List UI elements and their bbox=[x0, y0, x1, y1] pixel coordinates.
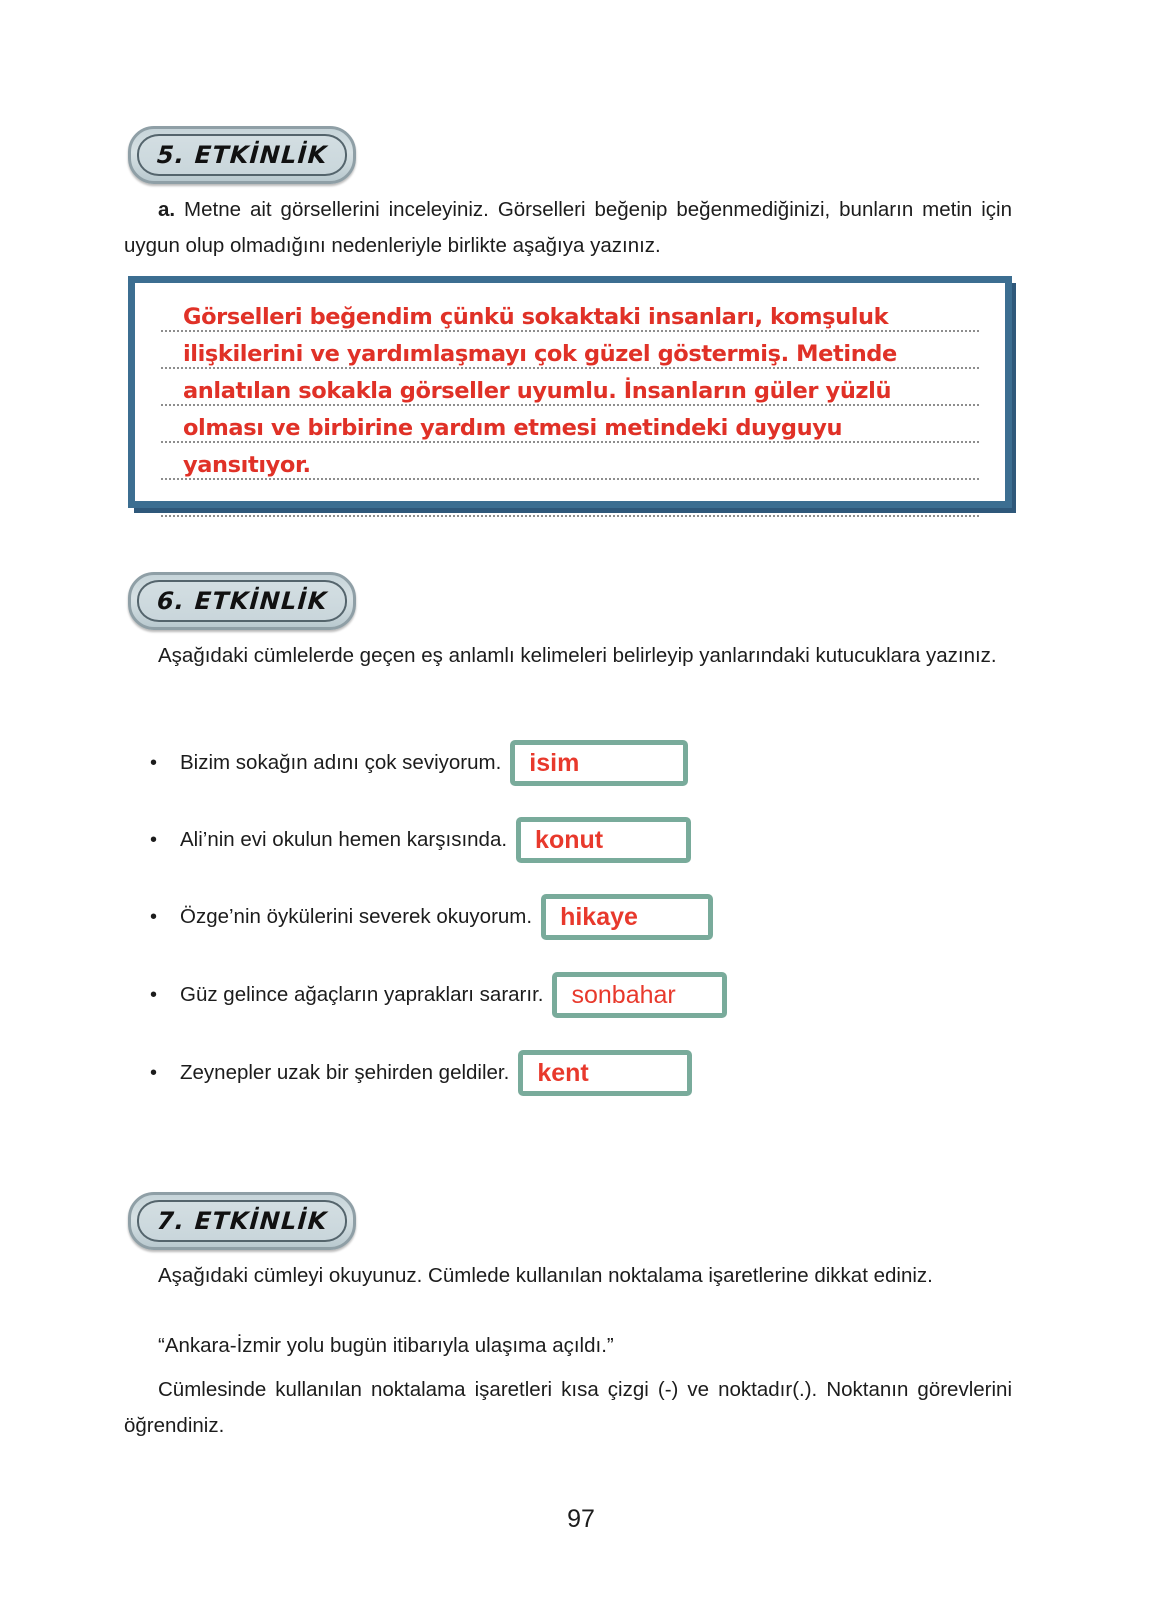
answer-input-box[interactable] bbox=[552, 972, 727, 1018]
activity-badge-5 bbox=[128, 126, 356, 184]
list-item bbox=[150, 1047, 692, 1099]
page-number: 97 bbox=[567, 1505, 595, 1533]
list-item bbox=[150, 969, 727, 1021]
list-item bbox=[150, 891, 713, 943]
list-item-sentence: Ali’nin evi okulun hemen karşısında. bbox=[180, 828, 508, 851]
activity-7-quote-text: “Ankara-İzmir yolu bugün itibarıyla ulaşıma açıldı.” bbox=[158, 1334, 614, 1357]
answer-input-box[interactable] bbox=[510, 740, 688, 786]
answer-line-text: anlatılan sokakla görseller uyumlu. İnsanların güler yüzlü bbox=[183, 378, 897, 404]
activity-badge-6 bbox=[128, 572, 356, 630]
activity-badge-7-label: 7. ETKİNLİK bbox=[155, 1207, 329, 1235]
bullet-icon: • bbox=[150, 906, 158, 928]
handwritten-answer-panel[interactable] bbox=[128, 276, 1012, 508]
dotted-rule bbox=[161, 515, 979, 517]
list-item-sentence: Güz gelince ağaçların yaprakları sararır. bbox=[180, 983, 544, 1006]
activity-badge-5-label: 5. ETKİNLİK bbox=[155, 141, 329, 169]
answer-line bbox=[161, 297, 979, 334]
answer-line-text: ilişkilerini ve yardımlaşmayı çok güzel göstermiş. Metinde bbox=[183, 341, 903, 367]
answer-panel-lines bbox=[135, 283, 1005, 501]
list-item-sentence: Özge’nin öykülerini severek okuyorum. bbox=[180, 905, 533, 928]
answer-line bbox=[161, 408, 979, 445]
bullet-icon: • bbox=[150, 1062, 158, 1084]
answer-input-value: hikaye bbox=[560, 902, 638, 931]
bullet-icon: • bbox=[150, 829, 158, 851]
activity-6-prompt bbox=[124, 638, 1012, 674]
bullet-icon: • bbox=[150, 984, 158, 1006]
answer-line bbox=[161, 445, 979, 482]
dotted-rule bbox=[161, 478, 979, 480]
dotted-rule bbox=[161, 404, 979, 406]
activity-7-quote bbox=[124, 1328, 1012, 1364]
answer-line-text: Görselleri beğendim çünkü sokaktaki insanları, komşuluk bbox=[183, 304, 894, 330]
answer-input-value: kent bbox=[537, 1058, 589, 1087]
bullet-icon: • bbox=[150, 752, 158, 774]
list-item bbox=[150, 814, 691, 866]
answer-input-value: sonbahar bbox=[571, 980, 676, 1009]
activity-5-prompt bbox=[124, 192, 1012, 264]
activity-7-explanation bbox=[124, 1372, 1012, 1444]
answer-line bbox=[161, 371, 979, 408]
activity-7-prompt bbox=[124, 1258, 1012, 1294]
dotted-rule bbox=[161, 367, 979, 369]
answer-line bbox=[161, 334, 979, 371]
activity-6-prompt-text: Aşağıdaki cümlelerde geçen eş anlamlı kelimeleri belirleyip yanlarındaki kutucuklara yazınız. bbox=[158, 644, 997, 667]
list-item bbox=[150, 737, 688, 789]
answer-input-value: konut bbox=[535, 825, 604, 854]
activity-5-prompt-text: Metne ait görsellerini inceleyiniz. Görselleri beğenip beğenmediğinizi, bunların metin için uygun olup olmadığını nedenleriyle birlikte aşağıya yazınız. bbox=[124, 198, 1012, 257]
list-item-sentence: Bizim sokağın adını çok seviyorum. bbox=[180, 751, 502, 774]
dotted-rule bbox=[161, 330, 979, 332]
answer-line-text: olması ve birbirine yardım etmesi metindeki duyguyu bbox=[183, 415, 848, 441]
activity-badge-6-label: 6. ETKİNLİK bbox=[155, 587, 329, 615]
activity-5-prompt-prefix: a. bbox=[158, 198, 176, 221]
list-item-sentence: Zeynepler uzak bir şehirden geldiler. bbox=[180, 1061, 510, 1084]
answer-line bbox=[161, 482, 979, 519]
answer-input-box[interactable] bbox=[518, 1050, 692, 1096]
activity-7-explanation-text: Cümlesinde kullanılan noktalama işaretleri kısa çizgi (-) ve noktadır(.). Noktanın görevlerini öğrendiniz. bbox=[124, 1378, 1012, 1437]
activity-badge-7 bbox=[128, 1192, 356, 1250]
answer-input-box[interactable] bbox=[541, 894, 713, 940]
answer-input-value: isim bbox=[529, 748, 580, 777]
activity-7-prompt-text: Aşağıdaki cümleyi okuyunuz. Cümlede kullanılan noktalama işaretlerine dikkat ediniz. bbox=[158, 1264, 933, 1287]
answer-line-text: yansıtıyor. bbox=[183, 452, 317, 478]
dotted-rule bbox=[161, 441, 979, 443]
answer-input-box[interactable] bbox=[516, 817, 691, 863]
